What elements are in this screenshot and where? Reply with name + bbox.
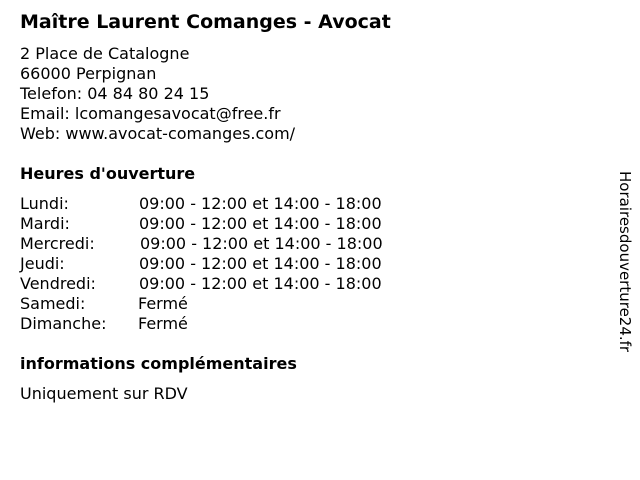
- day-hours: 09:00 - 12:00 et 14:00 - 18:00: [139, 194, 382, 213]
- street-address: 2 Place de Catalogne: [20, 44, 190, 63]
- address-block: [20, 44, 295, 144]
- site-watermark: Horairesdouverture24.fr: [616, 171, 634, 353]
- day-label: Lundi:: [20, 194, 69, 213]
- day-label: Dimanche:: [20, 314, 107, 333]
- day-label: Mardi:: [20, 214, 70, 233]
- info-heading: informations complémentaires: [20, 354, 297, 373]
- day-label: Vendredi:: [20, 274, 96, 293]
- day-hours: Fermé: [138, 294, 188, 313]
- info-text: Uniquement sur RDV: [20, 384, 188, 403]
- day-hours: 09:00 - 12:00 et 14:00 - 18:00: [139, 214, 382, 233]
- city-address: 66000 Perpignan: [20, 64, 157, 83]
- page-title: Maître Laurent Comanges - Avocat: [20, 11, 391, 33]
- day-hours: 09:00 - 12:00 et 14:00 - 18:00: [140, 234, 383, 253]
- day-label: Samedi:: [20, 294, 86, 313]
- day-hours: 09:00 - 12:00 et 14:00 - 18:00: [139, 254, 382, 273]
- hours-heading: Heures d'ouverture: [20, 164, 196, 183]
- day-hours: Fermé: [138, 314, 188, 333]
- phone-number: Telefon: 04 84 80 24 15: [20, 84, 210, 103]
- day-hours: 09:00 - 12:00 et 14:00 - 18:00: [139, 274, 382, 293]
- email-address: Email: lcomangesavocat@free.fr: [20, 104, 281, 123]
- day-label: Jeudi:: [20, 254, 65, 273]
- day-label: Mercredi:: [20, 234, 95, 253]
- website-address: Web: www.avocat-comanges.com/: [20, 124, 296, 143]
